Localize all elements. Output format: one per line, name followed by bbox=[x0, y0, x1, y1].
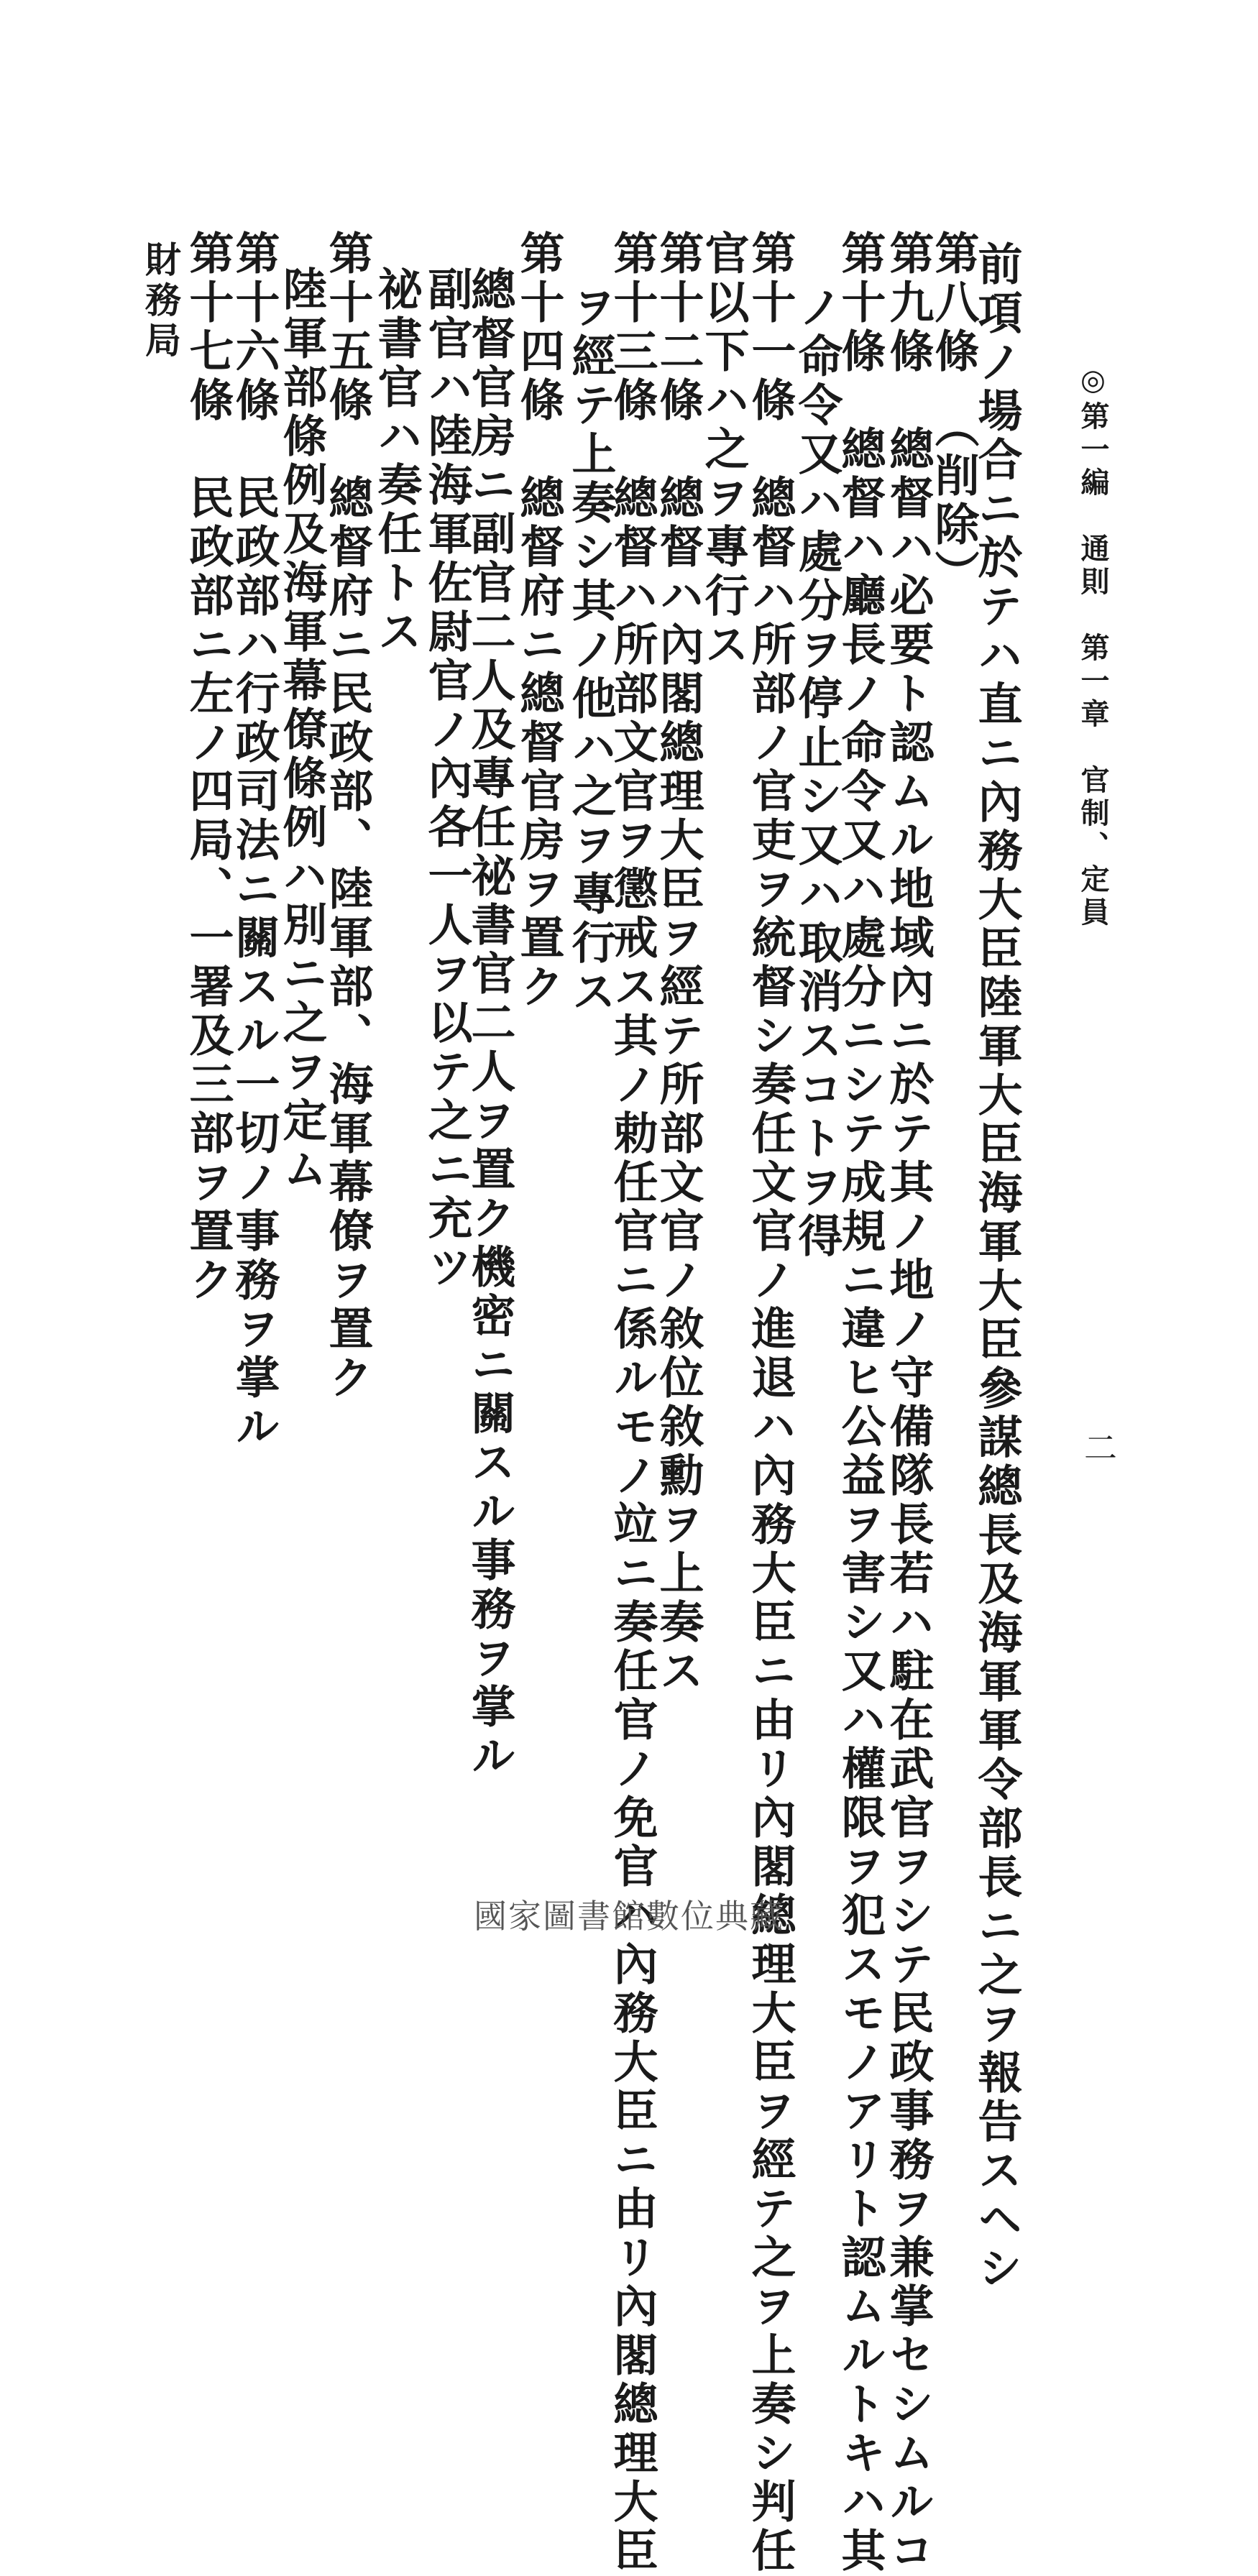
text-line: 總督官房ニ副官二人及專任祕書官二人ヲ置ク機密ニ關スル事務ヲ掌ル bbox=[464, 266, 516, 1781]
article-10: 第十條 總督ハ廳長ノ命令又ハ處分ニシテ成規ニ違ヒ公益ヲ害シ又ハ權限ヲ犯スモノアリト認ムルトキハ其 bbox=[834, 230, 886, 2576]
text-line: 副官ハ陸海軍佐尉官ノ內各一人ヲ以テ之ニ充ツ bbox=[421, 266, 473, 1292]
text-line: ヲ經テ上奏シ其ノ他ハ之ヲ專行ス bbox=[564, 284, 617, 1017]
text-line: 前項ノ場合ニ於テハ直ニ內務大臣陸軍大臣海軍大臣參謀總長及海軍軍令部長ニ之ヲ報告スヘシ bbox=[970, 241, 1023, 2294]
article-15: 第十五條 總督府ニ民政部、陸軍部、海軍幕僚ヲ置ク bbox=[321, 230, 374, 1403]
text-line: 官以下ハ之ヲ專行ス bbox=[697, 230, 750, 670]
article-9: 第九條 總督ハ必要ト認ムル地域內ニ於テ其ノ地ノ守備隊長若ハ駐在武官ヲシテ民政事務ヲ兼掌セシムルコ bbox=[882, 230, 935, 2576]
text-line: ノ命令又ハ處分ヲ停止シ又ハ取消スコトヲ得 bbox=[791, 284, 843, 1261]
article-12: 第十二條 總督ハ內閣總理大臣ヲ經テ所部文官ノ敘位敘勳ヲ上奏ス bbox=[652, 230, 704, 1696]
article-13: 第十三條 總督ハ所部文官ヲ懲戒ス其ノ勅任官ニ係ルモノ竝ニ奏任官ノ免官ハ內務大臣ニ由リ內閣總理大臣 bbox=[606, 230, 658, 2576]
article-11: 第十一條 總督ハ所部ノ官吏ヲ統督シ奏任文官ノ進退ハ內務大臣ニ由リ內閣總理大臣ヲ經テ之ヲ上奏シ判任 bbox=[744, 230, 796, 2576]
article-14: 第十四條 總督府ニ總督官房ヲ置ク bbox=[513, 230, 565, 1012]
article-16: 第十六條 民政部ハ行政司法ニ關スル一切ノ事務ヲ掌ル bbox=[228, 230, 280, 1452]
running-header: ◎第一編 通則 第一章 官制、定員 bbox=[1076, 363, 1110, 930]
article-8: 第八條 （削除） bbox=[927, 230, 980, 599]
page-number: 二 bbox=[1079, 1430, 1118, 1463]
text-line: 陸軍部條例及海軍幕僚條例ハ別ニ之ヲ定ム bbox=[275, 266, 328, 1195]
digital-archive-footer: 國家圖書館數位典藏 bbox=[474, 1897, 784, 1936]
text-line: 祕書官ハ奏任トス bbox=[370, 266, 423, 657]
article-17: 第十七條 民政部ニ左ノ四局、一署及三部ヲ置ク bbox=[182, 230, 234, 1305]
text-line: 財務局 bbox=[139, 241, 182, 362]
